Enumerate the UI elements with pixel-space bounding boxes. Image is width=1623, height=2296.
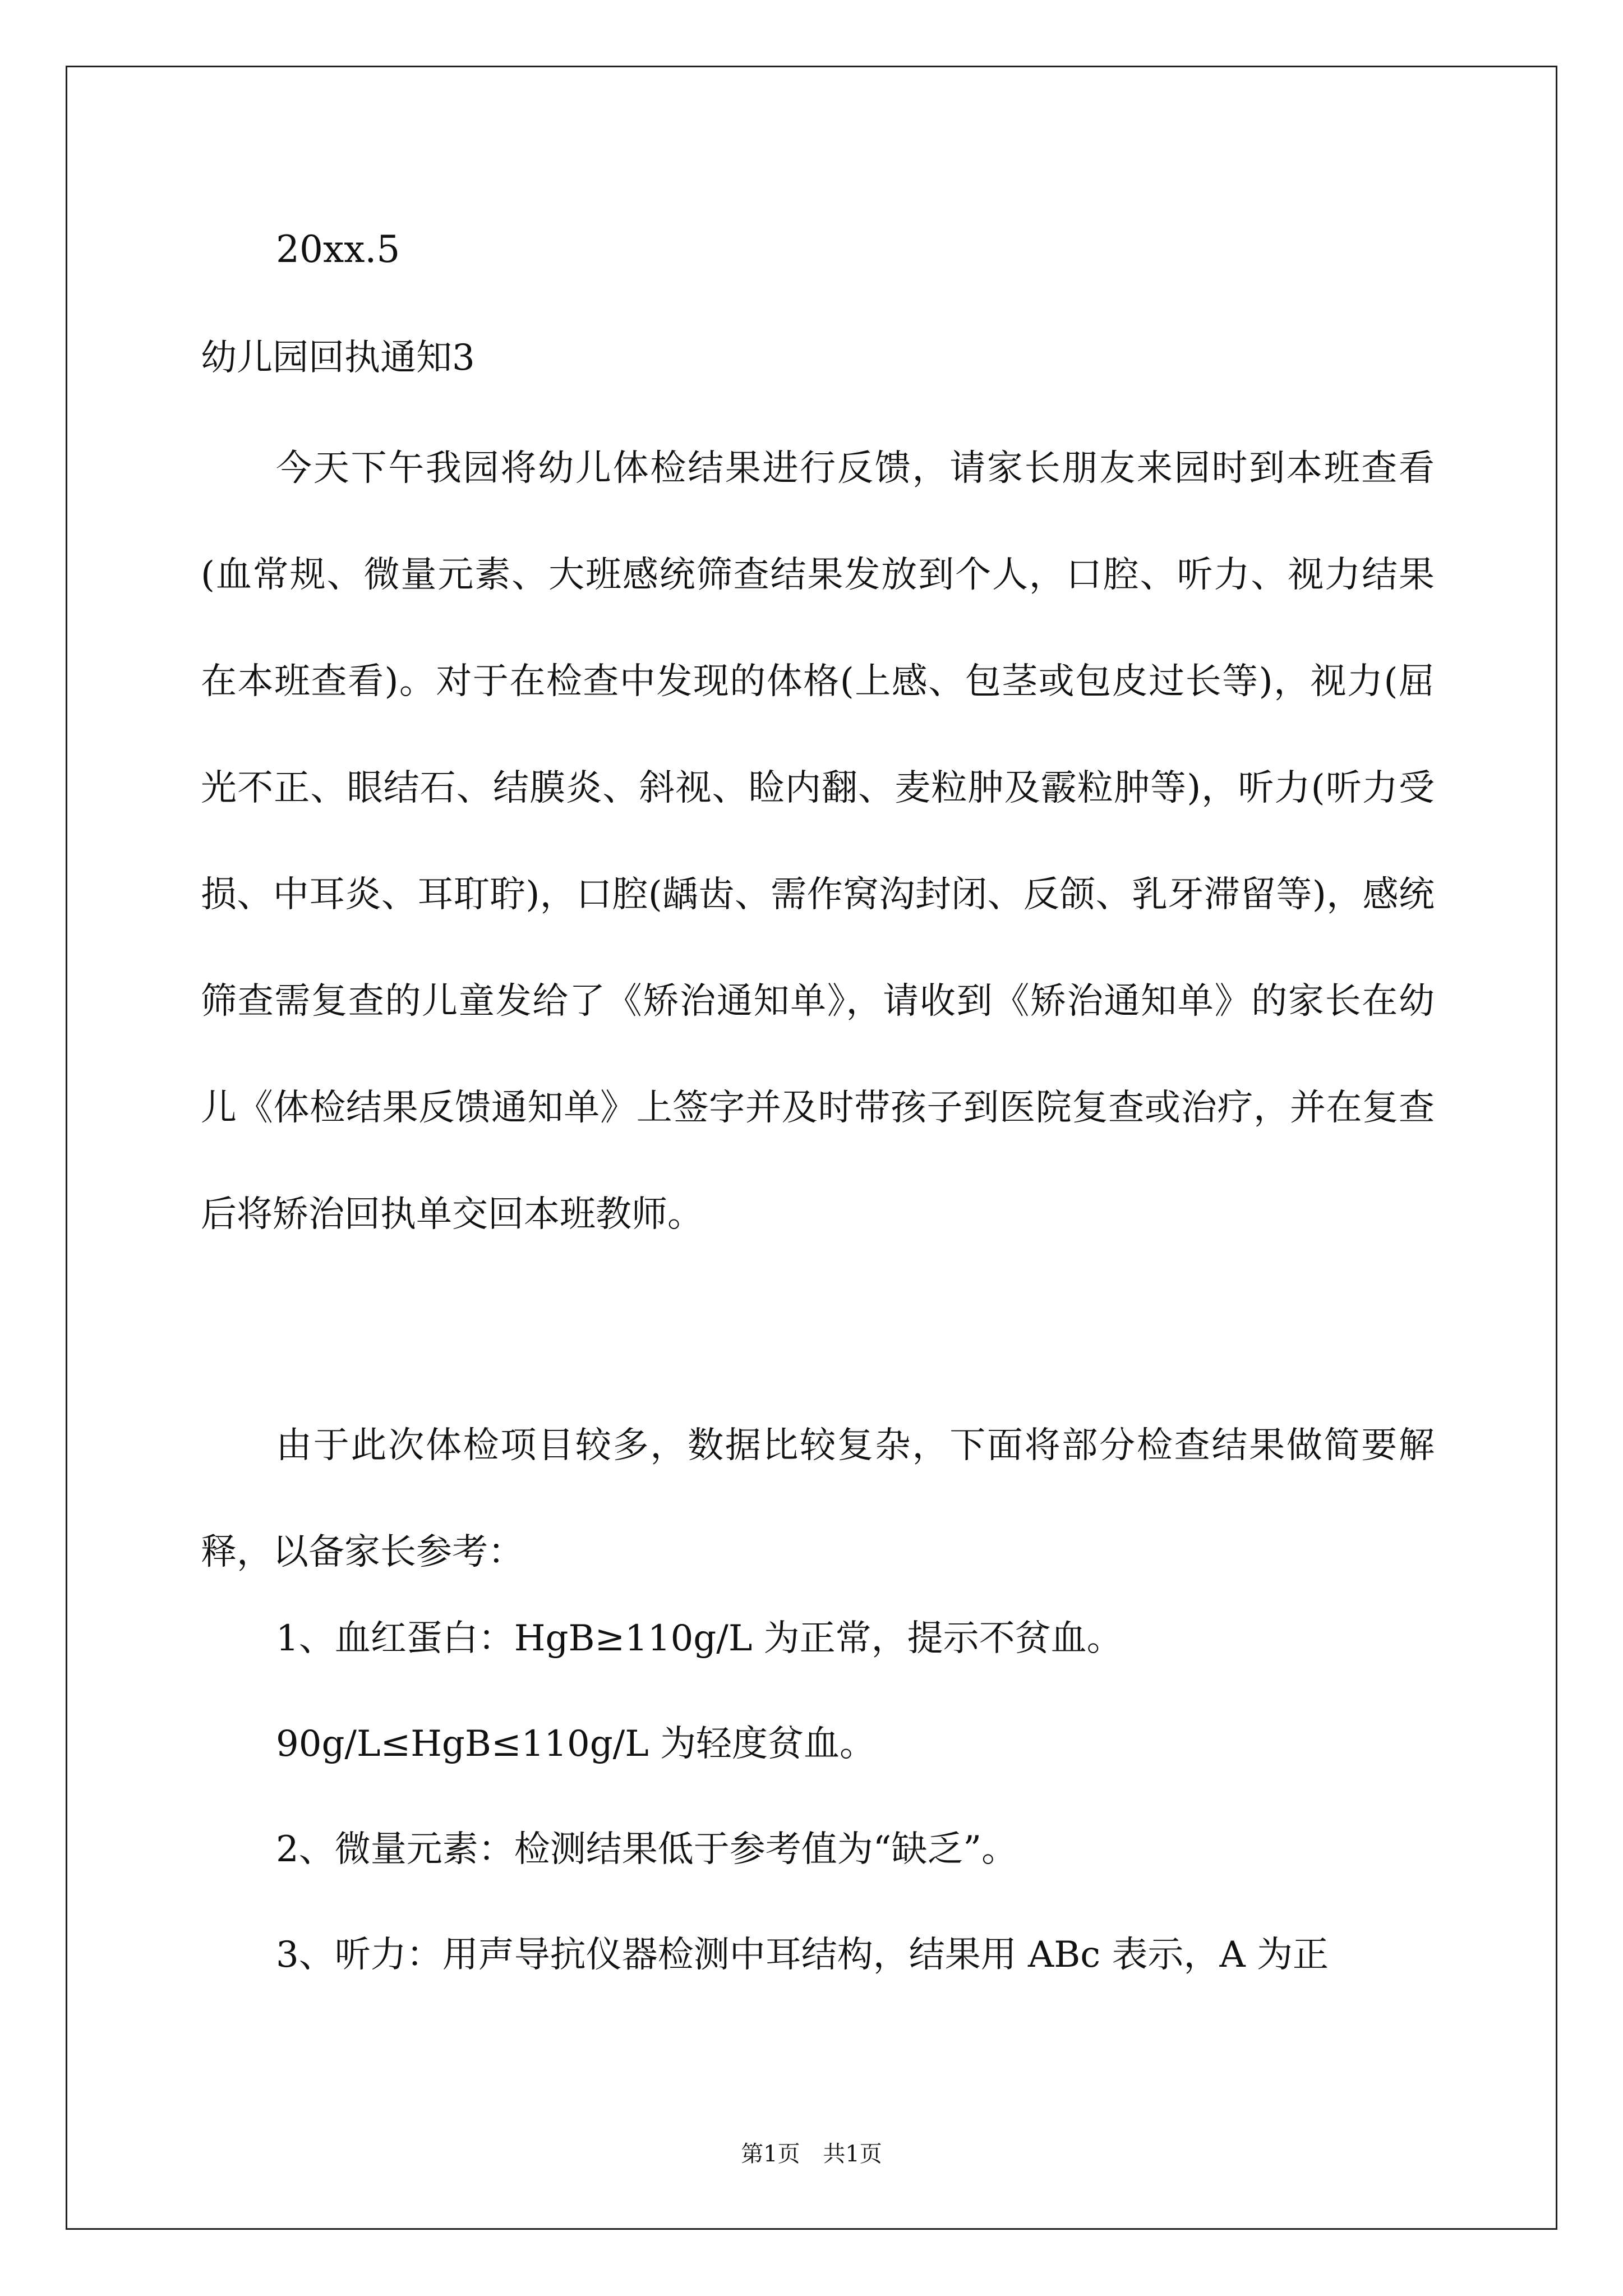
page-footer — [0, 2137, 1623, 2171]
list-item-hearing: 3、听力：用声导抗仪器检测中耳结构，结果用 ABc 表示，A 为正 — [276, 1934, 1329, 1976]
document-title: 幼儿园回执通知3 — [201, 337, 475, 379]
body-paragraph-1: 今天下午我园将幼儿体检结果进行反馈，请家长朋友来园时到本班查看(血常规、微量元素、大班感统筛查结果发放到个人，口腔、听力、视力结果在本班查看)。对于在检查中发现的体格(上感、包茎或包皮过长等)，视力(屈光不正、眼结石、结膜炎、斜视、睑内翻、麦粒肿及霰粒肿等)，听力(听力受损、中耳炎、耳耵聍)，口腔(龋齿、需作窝沟封闭、反颌、乳牙滞留等)，感统筛查需复查的儿童发给了《矫治通知单》，请收到《矫治通知单》的家长在幼儿《体检结果反馈通知单》上签字并及时带孩子到医院复查或治疗，并在复查后将矫治回执单交回本班教师。 — [201, 448, 1435, 1235]
body-paragraph-2: 由于此次体检项目较多，数据比较复杂，下面将部分检查结果做简要解释，以备家长参考： — [201, 1425, 1435, 1573]
list-item-hemoglobin: 1、血红蛋白：HgB≥110g/L 为正常，提示不贫血。 — [276, 1618, 1123, 1659]
page-total: 共1页 — [823, 2141, 882, 2167]
page-number: 第1页 — [741, 2141, 800, 2167]
document-date: 20xx.5 — [276, 228, 400, 271]
list-item-hemoglobin-mild: 90g/L≤HgB≤110g/L 为轻度贫血。 — [276, 1723, 876, 1765]
list-item-trace-elements: 2、微量元素：检测结果低于参考值为“缺乏”。 — [276, 1829, 1018, 1870]
